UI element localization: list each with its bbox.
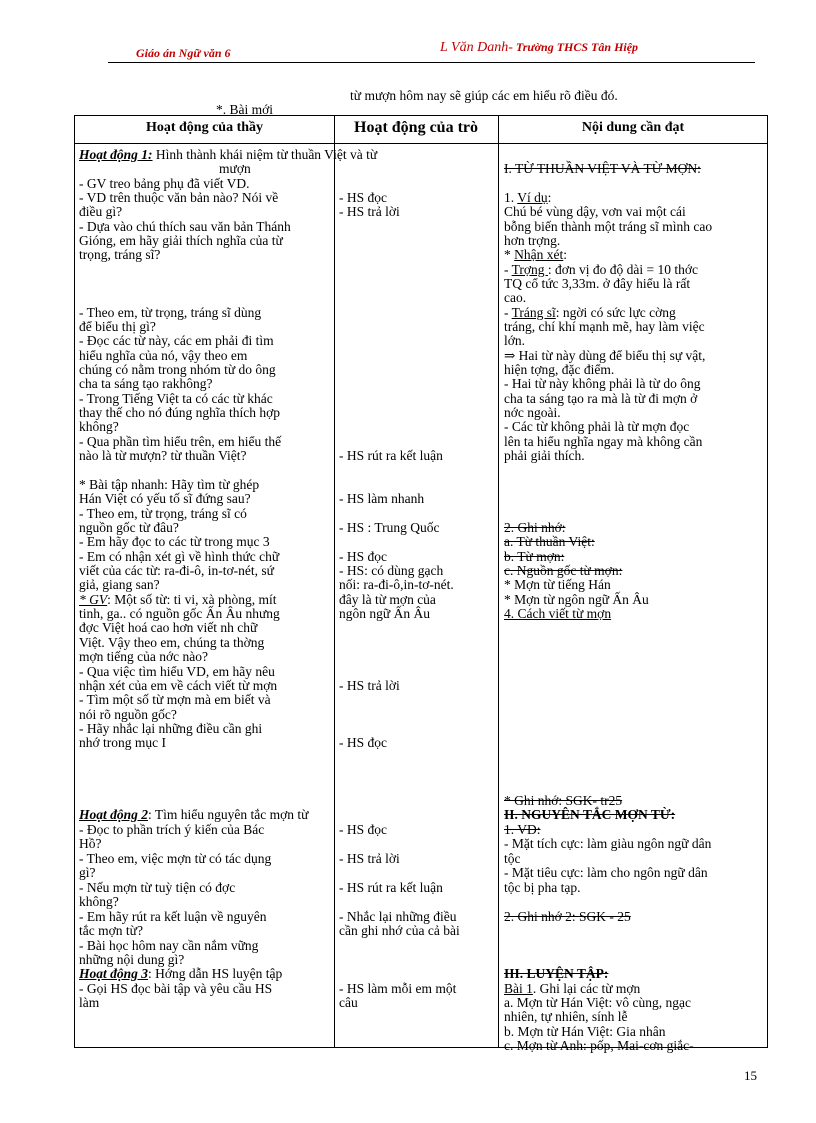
student-activity-line: - HS đọc [339, 549, 387, 564]
student-activity-line: - HS rút ra kết luận [339, 448, 443, 463]
teacher-activity-line: tinh, ga.. có nguồn gốc Ấn Âu nhưng [79, 606, 280, 621]
teacher-activity-line: đợc Việt hoá cao hơn viết nh chữ [79, 620, 258, 635]
teacher-activity-line: Hán Việt có yếu tố sĩ đứng sau? [79, 491, 251, 506]
content-line: - Hai từ này không phải là từ do ông [504, 376, 701, 391]
page-number: 15 [744, 1068, 757, 1083]
content-line: hiện tợng, đặc điểm. [504, 362, 615, 377]
student-activity-line: - HS làm mỗi em một [339, 981, 457, 996]
content-line: - Trợng : đơn vị đo độ dài = 10 thớc [504, 262, 699, 277]
content-line: - Mặt tích cực: làm giàu ngôn ngữ dân [504, 836, 712, 851]
content-line: hơn trợng. [504, 233, 561, 248]
teacher-activity-line: điều gì? [79, 204, 123, 219]
content-line: * Nhận xét: [504, 247, 567, 262]
teacher-activity-line: - Qua phần tìm hiểu trên, em hiểu thế [79, 434, 282, 449]
content-line: - Tráng sĩ: ngời có sức lực cờng [504, 305, 676, 320]
column-divider [334, 116, 335, 1047]
student-activity-line: cần ghi nhớ của cả bài [339, 923, 460, 938]
teacher-activity-line: những nội dung gì? [79, 952, 185, 967]
teacher-activity-line: - Theo em, việc mợn từ có tác dụng [79, 851, 272, 866]
content-line: nhiên, tự nhiên, sính lễ [504, 1009, 628, 1024]
teacher-activity-line: - Trong Tiếng Việt ta có các từ khác [79, 391, 273, 406]
teacher-activity-line: - Đọc các từ này, các em phải đi tìm [79, 333, 274, 348]
teacher-activity-line: * GV: Một số từ: ti vi, xà phòng, mít [79, 592, 277, 607]
header-author: L Văn Danh- [440, 40, 513, 55]
teacher-activity-line: - Nếu mợn từ tuỳ tiện có đợc [79, 880, 236, 895]
header-school: Trường THCS Tân Hiệp [512, 40, 639, 54]
content-line: * Mợn từ ngôn ngữ Ấn Âu [504, 592, 649, 607]
content-line: b. Mợn từ Hán Việt: Gia nhân [504, 1024, 666, 1039]
content-line: tráng, chí khí mạnh mẽ, hay làm việc [504, 319, 705, 334]
student-activity-line: - HS đọc [339, 822, 387, 837]
header-divider [75, 143, 767, 144]
student-activity-line: - HS trả lời [339, 851, 400, 866]
header-left: Giáo án Ngữ văn 6 [136, 46, 231, 60]
content-line: ⇒ Hai từ này dùng để biểu thị sự vật, [504, 348, 706, 363]
student-activity-line: - HS: có dùng gạch [339, 563, 444, 578]
teacher-activity-line: mượn [219, 161, 251, 176]
teacher-activity-line: nào là từ mượn? từ thuần Việt? [79, 448, 247, 463]
intro-text: từ mượn hôm nay sẽ giúp các em hiểu rõ điều đó. [350, 88, 618, 103]
teacher-activity-line: - Gọi HS đọc bài tập và yêu cầu HS [79, 981, 273, 996]
column-divider [498, 116, 499, 1047]
teacher-activity-line: - Đọc to phần trích ý kiến của Bác [79, 822, 265, 837]
student-activity-line: câu [339, 995, 358, 1010]
content-line: cao. [504, 290, 527, 305]
content-line: I. TỪ THUẦN VIỆT VÀ TỪ MỢN: [504, 161, 701, 176]
teacher-activity-line: nói rõ nguồn gốc? [79, 707, 177, 722]
column-header-content: Nội dung cần đạt [581, 120, 685, 135]
teacher-activity-line: nguồn gốc từ đâu? [79, 520, 179, 535]
header-right [440, 40, 638, 56]
teacher-activity-line: * Bài tập nhanh: Hãy tìm từ ghép [79, 477, 260, 492]
teacher-activity-line: - VD trên thuộc văn bản nào? Nói về [79, 190, 279, 205]
teacher-activity-line: giả, giang san? [79, 577, 160, 592]
content-line: nớc ngoài. [504, 405, 561, 420]
content-line: Chú bé vùng dậy, vơn vai một cái [504, 204, 686, 219]
content-line: 2. Ghi nhớ 2: SGK - 25 [504, 909, 631, 924]
teacher-activity-line: Hồ? [79, 836, 102, 851]
content-line: c. Nguồn gốc từ mợn: [504, 563, 623, 578]
content-line: * Ghi nhớ: SGK- tr25 [504, 793, 623, 808]
teacher-activity-line: Hoạt động 3: Hớng dẫn HS luyện tập [79, 966, 283, 981]
teacher-activity-line: - Hãy nhắc lại những điều cần ghi [79, 721, 263, 736]
teacher-activity-line: Hoạt động 2: Tìm hiểu nguyên tắc mợn từ [79, 807, 309, 822]
teacher-activity-line: hiểu nghĩa của nó, vậy theo em [79, 348, 248, 363]
content-line: b. Từ mợn: [504, 549, 565, 564]
content-line: Bài 1. Ghi lại các từ mợn [504, 981, 641, 996]
student-activity-line: - HS trả lời [339, 204, 400, 219]
content-line: phải giải thích. [504, 448, 585, 463]
content-line: III. LUYỆN TẬP: [504, 966, 609, 981]
teacher-activity-line: nhớ trong mục I [79, 735, 166, 750]
teacher-activity-line: cha ta sáng tạo rakhông? [79, 376, 213, 391]
teacher-activity-line: Việt. Vậy theo em, chúng ta thờng [79, 635, 265, 650]
content-line: II. NGUYÊN TẮC MỢN TỪ: [504, 807, 676, 822]
teacher-activity-line: không? [79, 419, 119, 434]
content-line: bỗng biến thành một tráng sĩ mình cao [504, 219, 713, 234]
content-line: - Các từ không phải là từ mợn đọc [504, 419, 690, 434]
lesson-table [74, 115, 768, 1053]
student-activity-line: - Nhắc lại những điều [339, 909, 457, 924]
teacher-activity-line: làm [79, 995, 100, 1010]
content-line: TQ cổ tức 3,33m. ở đây hiểu là rất [504, 276, 691, 291]
content-line: a. Mợn từ Hán Việt: vô cùng, ngạc [504, 995, 691, 1010]
student-activity-line: - HS làm nhanh [339, 491, 425, 506]
content-line: a. Từ thuần Việt: [504, 534, 595, 549]
teacher-activity-line: tắc mợn từ? [79, 923, 143, 938]
content-line: * Mợn từ tiếng Hán [504, 577, 611, 592]
content-line: lên ta hiểu nghĩa ngay mà không cần [504, 434, 703, 449]
teacher-activity-line: - Em hãy rút ra kết luận về nguyên [79, 909, 267, 924]
content-line: c. Mợn từ Anh: pốp, Mai-cơn giắc- [504, 1038, 694, 1053]
teacher-activity-line: mợn tiếng của nớc nào? [79, 649, 208, 664]
teacher-activity-line: - GV treo bảng phụ đã viết VD. [79, 176, 250, 191]
teacher-activity-line: - Em có nhận xét gì về hình thức chữ [79, 549, 280, 564]
teacher-activity-line: Gióng, em hãy giải thích nghĩa của từ [79, 233, 283, 248]
teacher-activity-line: viết của các từ: ra-đi-ô, in-tơ-nét, sứ [79, 563, 274, 578]
content-line: 1. VD: [504, 822, 541, 837]
teacher-activity-line: - Qua việc tìm hiểu VD, em hãy nêu [79, 664, 275, 679]
teacher-activity-line: - Theo em, từ trọng, tráng sĩ có [79, 506, 247, 521]
student-activity-line: - HS trả lời [339, 678, 400, 693]
content-line: tộc bị pha tạp. [504, 880, 581, 895]
teacher-activity-line: - Em hãy đọc to các từ trong mục 3 [79, 534, 270, 549]
teacher-activity-line: - Dựa vào chú thích sau văn bản Thánh [79, 219, 291, 234]
student-activity-line: - HS : Trung Quốc [339, 520, 440, 535]
content-line: 2. Ghi nhớ: [504, 520, 566, 535]
teacher-activity-line: thay thế cho nó đúng nghĩa thích hợp [79, 405, 280, 420]
teacher-activity-line: Hoạt động 1: Hình thành khái niệm từ thuần Việt và từ [79, 147, 378, 162]
teacher-activity-line: - Theo em, từ trọng, tráng sĩ dùng [79, 305, 262, 320]
student-activity-line: - HS đọc [339, 190, 387, 205]
column-header-student: Hoạt động của trò [354, 119, 478, 136]
content-line: - Mặt tiêu cực: làm cho ngôn ngữ dân [504, 865, 708, 880]
column-header-teacher: Hoạt động của thầy [145, 120, 264, 135]
teacher-activity-line: chúng có nằm trong nhóm từ do ông [79, 362, 276, 377]
student-activity-line: đây là từ mợn của [339, 592, 436, 607]
content-line: tộc [504, 851, 521, 866]
teacher-activity-line: - Bài học hôm nay cần nắm vững [79, 938, 259, 953]
teacher-activity-line: gì? [79, 865, 96, 880]
teacher-activity-line: nhận xét của em về cách viết từ mợn [79, 678, 278, 693]
content-line: lớn. [504, 333, 526, 348]
student-activity-line: ngôn ngữ Ấn Âu [339, 606, 430, 621]
teacher-activity-line: để biểu thị gì? [79, 319, 156, 334]
teacher-activity-line: - Tìm một số từ mợn mà em biết và [79, 692, 271, 707]
teacher-activity-line: trọng, tráng sĩ? [79, 247, 161, 262]
header-rule [108, 62, 755, 63]
student-activity-line: - HS đọc [339, 735, 387, 750]
content-line: cha ta sáng tạo ra mà là từ đi mợn ở [504, 391, 698, 406]
content-line: 4. Cách viết từ mợn [504, 606, 612, 621]
student-activity-line: - HS rút ra kết luận [339, 880, 443, 895]
content-line: 1. Ví dụ: [504, 190, 552, 205]
teacher-activity-line: không? [79, 894, 119, 909]
student-activity-line: nối: ra-đi-ô,in-tơ-nét. [339, 577, 454, 592]
section-title: *. Bài mới [216, 102, 274, 117]
